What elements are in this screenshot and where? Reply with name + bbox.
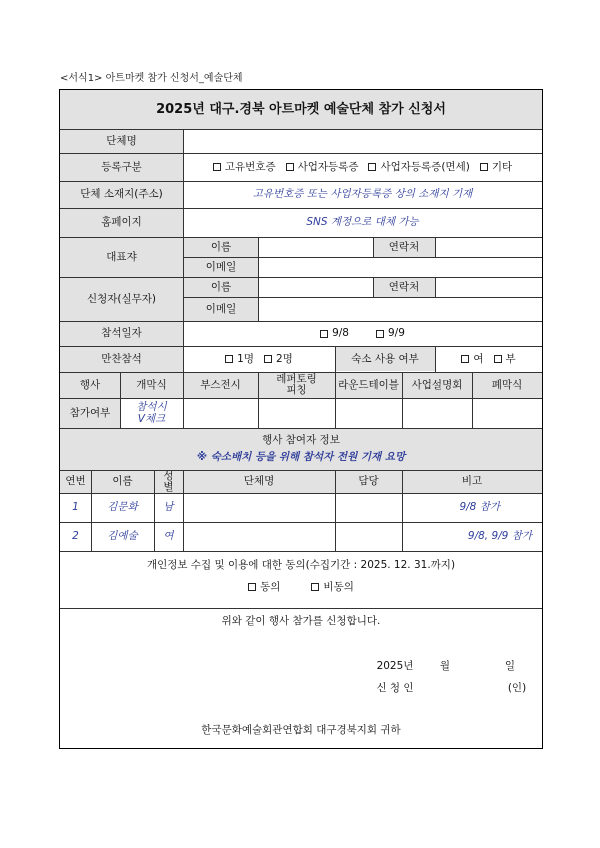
- event-pitching-cell[interactable]: [258, 398, 335, 428]
- attendance-option-9-8[interactable]: 9/8: [320, 327, 349, 340]
- privacy-consent-text: 개인정보 수집 및 이용에 대한 동의(수집기간 : 2025. 12. 31.까지): [146, 558, 456, 571]
- checkbox-icon: [376, 330, 384, 338]
- registration-option-1[interactable]: 고유번호증: [213, 161, 276, 174]
- event-col-booth: 부스전시: [200, 378, 241, 391]
- applicant-name-field[interactable]: [258, 277, 373, 297]
- participant-1-gender[interactable]: 남: [163, 501, 174, 514]
- event-roundtable-cell[interactable]: [335, 398, 402, 428]
- dinner-option-1[interactable]: 1명: [225, 353, 254, 366]
- applicant-email-label: 이메일: [205, 302, 237, 315]
- checkbox-icon: [311, 583, 319, 591]
- checkbox-icon: [368, 163, 376, 171]
- attendance-options: [183, 321, 542, 346]
- participant-1-org[interactable]: [183, 493, 335, 522]
- dinner-option-2[interactable]: 2명: [264, 353, 293, 366]
- applicant-contact-label: 연락처: [388, 280, 420, 293]
- checkbox-icon: [225, 355, 233, 363]
- signature-month: 월: [439, 659, 451, 672]
- registration-label: 등록구분: [101, 160, 142, 173]
- checkbox-icon: [494, 355, 502, 363]
- attendance-option-9-9[interactable]: 9/9: [376, 327, 405, 340]
- address-field[interactable]: 고유번호증 또는 사업자등록증 상의 소재지 기재: [252, 188, 473, 201]
- declaration-text: 위와 같이 행사 참가를 신청합니다.: [221, 614, 381, 627]
- checkbox-icon: [320, 330, 328, 338]
- dinner-label: 만찬참석: [101, 352, 142, 365]
- signature-day: 일: [504, 659, 516, 672]
- application-form: [59, 89, 543, 749]
- address-label: 단체 소재지(주소): [80, 188, 163, 201]
- event-opening-cell[interactable]: 참석시 V체크: [136, 400, 167, 425]
- participant-1-note[interactable]: 9/8 참가: [459, 501, 500, 514]
- representative-email-field[interactable]: [258, 257, 542, 277]
- participants-col-gender: 성 별: [163, 470, 174, 493]
- applicant-contact-field[interactable]: [435, 277, 542, 297]
- participants-section-title: 행사 참여자 정보: [262, 433, 340, 446]
- participant-2-gender[interactable]: 여: [163, 530, 174, 543]
- registration-option-2[interactable]: 사업자등록증: [286, 161, 359, 174]
- events-row-label: 참가여부: [69, 406, 111, 419]
- registration-option-4[interactable]: 기타: [480, 161, 512, 174]
- applicant-label: 신청자(실무자): [86, 292, 157, 305]
- event-col-pitching: 레퍼토링 피칭: [276, 372, 317, 396]
- signature-seal: (인): [507, 681, 527, 694]
- attendance-label: 참석일자: [101, 327, 142, 340]
- lodging-label: 숙소 사용 여부: [351, 352, 419, 365]
- representative-name-field[interactable]: [258, 237, 373, 257]
- registration-option-3[interactable]: 사업자등록증(면세): [368, 161, 469, 174]
- privacy-agree[interactable]: 동의: [248, 581, 280, 594]
- homepage-label: 홈페이지: [101, 216, 142, 229]
- participant-1-no: 1: [72, 501, 79, 514]
- participant-2-manager[interactable]: [335, 522, 402, 551]
- participant-2-name[interactable]: 김예술: [107, 530, 138, 543]
- events-header-label: 행사: [79, 378, 101, 391]
- participant-2-org[interactable]: [183, 522, 335, 551]
- participants-col-note: 비고: [461, 475, 483, 488]
- org-name-field[interactable]: [183, 129, 542, 153]
- signature-year: 2025년: [376, 659, 414, 672]
- signature-applicant-label: 신 청 인: [376, 681, 414, 694]
- participants-notice: ※ 숙소배치 등을 위해 참석자 전원 기재 요망: [196, 450, 406, 463]
- checkbox-icon: [480, 163, 488, 171]
- participant-1-name[interactable]: 김문화: [107, 501, 138, 514]
- participants-col-manager: 담당: [358, 475, 379, 488]
- participant-1-manager[interactable]: [335, 493, 402, 522]
- representative-label: 대표쟈: [106, 250, 137, 263]
- dinner-options: [183, 346, 335, 372]
- checkbox-icon: [248, 583, 256, 591]
- privacy-options: [60, 576, 542, 598]
- representative-contact-field[interactable]: [435, 237, 542, 257]
- homepage-field[interactable]: SNS 계정으로 대체 가능: [306, 216, 419, 229]
- participants-col-name: 이름: [112, 475, 133, 488]
- org-name-label: 단체명: [106, 134, 137, 147]
- checkbox-icon: [286, 163, 294, 171]
- lodging-option-yes[interactable]: 여: [461, 353, 483, 366]
- event-col-briefing: 사업설명회: [411, 378, 463, 391]
- participants-col-org: 단체명: [243, 475, 275, 488]
- participants-col-no: 연번: [65, 475, 86, 488]
- representative-contact-label: 연락처: [388, 240, 420, 253]
- applicant-name-label: 이름: [210, 280, 232, 293]
- participant-2-note[interactable]: 9/8, 9/9 참가: [467, 530, 532, 543]
- representative-name-label: 이름: [210, 240, 232, 253]
- checkbox-icon: [264, 355, 272, 363]
- lodging-option-no[interactable]: 부: [494, 353, 516, 366]
- applicant-email-field[interactable]: [258, 297, 542, 321]
- representative-email-label: 이메일: [205, 260, 237, 273]
- checkbox-icon: [461, 355, 469, 363]
- event-briefing-cell[interactable]: [402, 398, 472, 428]
- participant-2-no: 2: [72, 530, 79, 543]
- checkbox-icon: [213, 163, 221, 171]
- form-title: 2025년 대구.경북 아트마켓 예술단체 참가 신청서: [156, 101, 446, 117]
- form-label: <서식1> 아트마켓 참가 신청서_예술단체: [60, 73, 243, 84]
- recipient-text: 한국문화예술회관연합회 대구경북지회 귀하: [201, 723, 401, 736]
- privacy-disagree[interactable]: 비동의: [311, 581, 353, 594]
- event-col-opening: 개막식: [136, 378, 167, 391]
- event-closing-cell[interactable]: [472, 398, 542, 428]
- event-booth-cell[interactable]: [183, 398, 258, 428]
- registration-options: [183, 153, 542, 181]
- event-col-closing: 폐막식: [491, 378, 523, 391]
- lodging-options: [435, 346, 542, 372]
- event-col-roundtable: 라운드테이블: [338, 378, 399, 391]
